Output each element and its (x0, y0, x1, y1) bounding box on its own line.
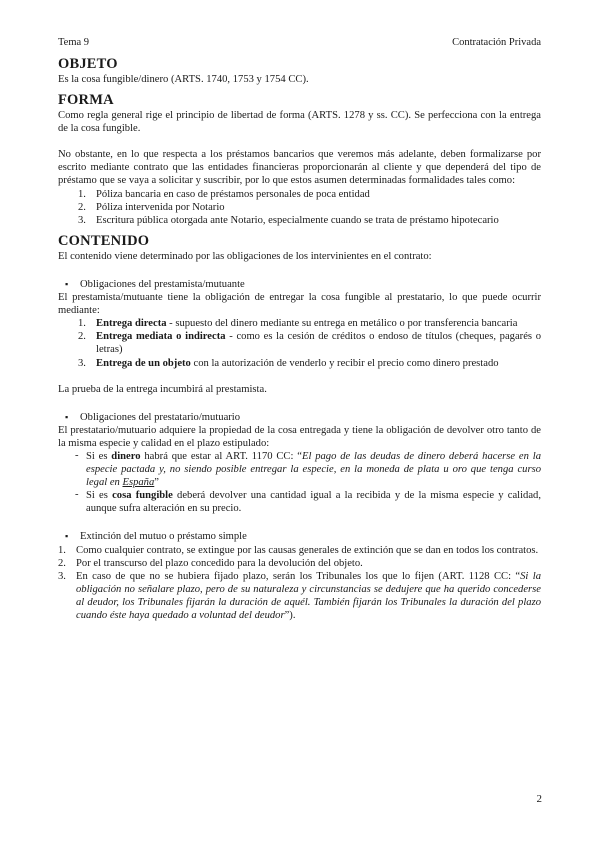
forma-list (58, 188, 541, 227)
prestamista-text: El prestamista/mutuante tiene la obligación de entregar la cosa fungible al prestatario, lo que puede ocurrir mediante: (58, 292, 541, 317)
header-topic: Tema 9 (58, 37, 90, 48)
list-item: 2. Entrega mediata o indirecta - como es la cesión de créditos o endoso de títulos (cheques, pagarés o letras) (78, 331, 541, 356)
prestamista-list (58, 317, 541, 369)
dash-item-dinero: - Si es dinero habrá que estar al ART. 1170 CC: “El pago de las deudas de dinero deberá hacerse en la especie pactada y, no siendo posible entregar la especie, en la moneda de plata u oro que tenga curso legal en España” (75, 449, 541, 489)
bullet-icon: ▪ (65, 278, 69, 289)
section-title-contenido: CONTENIDO (58, 232, 150, 249)
objeto-text: Es la cosa fungible/dinero (ARTS. 1740, 1753 y 1754 CC). (58, 74, 309, 85)
header-subject: Contratación Privada (452, 37, 541, 48)
list-item: 1. Entrega directa - supuesto del dinero mediante su entrega en metálico o por transferencia bancaria (78, 318, 518, 330)
list-item: 2. Por el transcurso del plazo concedido para la devolución del objeto. (58, 557, 363, 569)
bullet-prestatario: ▪ Obligaciones del prestatario/mutuario (65, 411, 241, 423)
list-item: 1. Como cualquier contrato, se extingue por las causas generales de extinción que se dan en todos los contratos. (58, 544, 539, 556)
list-item: 1. Póliza bancaria en caso de préstamos personales de poca entidad (78, 188, 370, 200)
bullet-icon: ▪ (65, 531, 69, 542)
page-number: 2 (536, 793, 542, 805)
bullet-prestamista: ▪ Obligaciones del prestamista/mutuante (65, 278, 245, 290)
list-item: 3. En caso de que no se hubiera fijado plazo, serán los Tribunales los que lo fijen (ART. 1128 CC: “Si la obligación no señalare plazo, pero de su naturaleza y circunstancias se dedujere que ha querido concederse al deudor, los Tribunales fijarán la duración de aquél. También fijarán los Tribunales la duración del plazo cuando éste haya quedado a voluntad del deudor”). (58, 570, 541, 621)
forma-paragraph-2: No obstante, en lo que respecta a los préstamos bancarios que veremos más adelante, deben formalizarse por escrito mediante contrato que las entidades financieras proporcionarán al cliente y que dependerá del tipo de préstamo que se vaya a solicitar y suscribir, por lo que estos asumen determinadas formalidades tales como: (58, 149, 541, 187)
contenido-intro: El contenido viene determinado por las obligaciones de los intervinientes en el contrato: (58, 250, 432, 262)
prueba-text: La prueba de la entrega incumbirá al prestamista. (58, 383, 267, 395)
list-item: 2. Póliza intervenida por Notario (78, 201, 225, 213)
forma-paragraph-1: Como regla general rige el principio de libertad de forma (ARTS. 1278 y ss. CC). Se perfecciona con la entrega de la cosa fungible. (58, 110, 541, 135)
section-title-forma: FORMA (58, 92, 114, 109)
dash-item-cosa-fungible: - Si es cosa fungible deberá devolver una cantidad igual a la recibida y de la misma especie y calidad, aunque sufra alteración en su precio. (75, 489, 541, 515)
prestatario-text: El prestatario/mutuario adquiere la propiedad de la cosa entregada y tiene la obligación de devolver otro tanto de la misma especie y calidad en el plazo estipulado: (58, 424, 541, 449)
page-content (58, 56, 541, 622)
section-title-objeto: OBJETO (58, 56, 118, 72)
list-item: 3. Entrega de un objeto con la autorización de venderlo y recibir el precio como dinero prestado (78, 357, 499, 369)
bullet-extincion: ▪ Extinción del mutuo o préstamo simple (65, 531, 247, 543)
extincion-list (58, 544, 541, 623)
list-item: 3. Escritura pública otorgada ante Notario, especialmente cuando se trata de préstamo hipotecario (78, 214, 499, 226)
bullet-icon: ▪ (65, 411, 69, 422)
